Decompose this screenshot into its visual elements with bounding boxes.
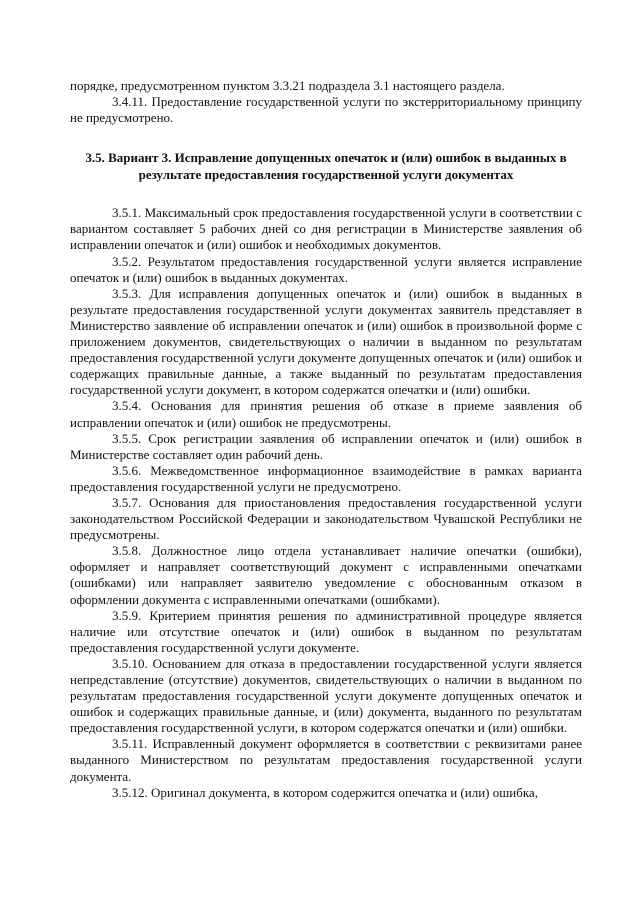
section-heading: 3.5. Вариант 3. Исправление допущенных опечаток и (или) ошибок в выданных в результате предоставления государственной услуги документах (85, 150, 567, 182)
document-page (70, 78, 582, 801)
paragraph-3-5-7: 3.5.7. Основания для приостановления предоставления государственной услуги законодательством Российской Федерации и законодательством Чувашской Республики не предусмотрены. (70, 494, 582, 543)
paragraph-3-5-2: 3.5.2. Результатом предоставления государственной услуги является исправление опечаток и (или) ошибок в выданных документах. (70, 253, 582, 285)
paragraph-3-5-4: 3.5.4. Основания для принятия решения об отказе в приеме заявления об исправлении опечаток и (или) ошибок не предусмотрены. (70, 398, 582, 430)
paragraph-3-5-5: 3.5.5. Срок регистрации заявления об исправлении опечаток и (или) ошибок в Министерстве составляет один рабочий день. (70, 430, 582, 462)
paragraph-3-4-11: 3.4.11. Предоставление государственной услуги по экстерриториальному принципу не предусмотрено. (70, 94, 582, 126)
paragraph-3-5-9: 3.5.9. Критерием принятия решения по административной процедуре является наличие или отсутствие опечаток и (или) ошибок в выданном по результатам предоставления государственной услуги документе. (70, 607, 582, 655)
paragraph-3-5-11: 3.5.11. Исправленный документ оформляется в соответствии с реквизитами ранее выданного Министерством по результатам предоставления государственной услуги документа. (70, 736, 582, 784)
paragraph-3-5-8: 3.5.8. Должностное лицо отдела устанавливает наличие опечатки (ошибки), оформляет и направляет соответствующий документ с исправленными опечатками (ошибками) или направляет заявителю уведомление с обоснованным отказом в оформлении документа с исправленными опечатками (ошибками). (70, 543, 582, 607)
paragraph-3-5-10: 3.5.10. Основанием для отказа в предоставлении государственной услуги является непредставление (отсутствие) документов, свидетельствующих о наличии в выданном по результатам предоставления государственной услуги документе допущенных опечаток и ошибок и содержащих правильные данные, и (или) документа, выданного по результатам предоставления государственной услуги, в котором содержатся опечатки и (или) ошибки. (70, 655, 582, 736)
paragraph-3-5-1: 3.5.1. Максимальный срок предоставления государственной услуги в соответствии с вариантом составляет 5 рабочих дней со дня регистрации в Министерстве заявления об исправлении опечаток и (или) ошибок и необходимых документов. (70, 205, 582, 253)
paragraph-3-5-6: 3.5.6. Межведомственное информационное взаимодействие в рамках варианта предоставления государственной услуги не предусмотрено. (70, 462, 582, 494)
paragraph-continuation: порядке, предусмотренном пунктом 3.3.21 подраздела 3.1 настоящего раздела. (70, 78, 505, 93)
paragraph-3-5-12: 3.5.12. Оригинал документа, в котором содержится опечатка и (или) ошибка, (112, 784, 538, 800)
paragraph-3-5-3: 3.5.3. Для исправления допущенных опечаток и (или) ошибок в выданных в результате предоставления государственной услуги документах заявитель представляет в Министерство заявление об исправлении опечаток и (или) ошибок в произвольной форме с приложением документов, свидетельствующих о наличии в выданном по результатам предоставления государственной услуги документе допущенных опечаток и (или) ошибок и содержащих правильные данные, а также выданный по результатам предоставления государственной услуги документ, в котором содержатся опечатки и (или) ошибки. (70, 285, 582, 398)
